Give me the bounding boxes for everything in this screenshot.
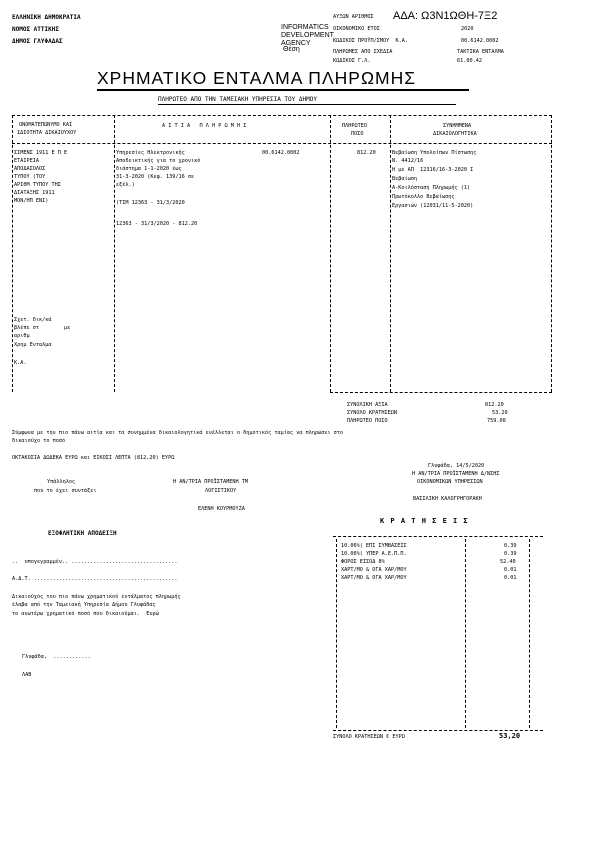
receipt-footer: ΛΑΒ [22, 672, 32, 678]
receipt-id-line: Α.Δ.Τ. .............................................. [12, 576, 178, 582]
totals-top-border [330, 392, 552, 393]
attachment-line: Εργασιών (12031/11-5-2020) [392, 203, 474, 209]
deductions-bottom-border [333, 730, 543, 731]
document-title: ΧΡΗΜΑΤΙΚΟ ΕΝΤΑΛΜΑ ΠΛΗΡΩΜΗΣ [97, 68, 417, 88]
deduction-row-label: ΧΑΡΤ/ΜΟ & ΟΓΑ ΧΑΡ/ΜΟΥ [341, 575, 407, 581]
deductions-total-label: ΣΥΝΟΛΟ ΚΡΑΤΗΣΕΩΝ € ΕΥΡΩ [333, 734, 405, 740]
ada-code: ΑΔΑ: Ω3Ν1ΩΘΗ-7Ξ2 [393, 10, 498, 22]
fiscal-year-label: ΟΙΚΟΝΟΜΙΚΟ ΕΤΟΣ [333, 26, 380, 32]
beneficiary-line: ΑΡΙΘΜ ΤΥΠΟΥ ΤΗΣ [14, 182, 61, 188]
deductions-total: 53.20 [492, 410, 508, 416]
issuer-prefecture: ΝΟΜΟΣ ΑΤΤΙΚΗΣ [12, 26, 59, 33]
receipt-text: το ανωτέρω χρηματικό ποσό που δικαιούμαι. Ευρώ [12, 611, 159, 617]
payment-source-label: ΠΛΗΡΩΜΕΣ ΑΠΟ ΣΧΕΔΙΑ [333, 49, 393, 55]
finance-head-title: Η ΑΝ/ΤΡΙΑ ΠΡΟΪΣΤΑΜΕΝΗ Δ/ΝΣΗΣ [412, 471, 500, 477]
beneficiary-line: ΣΙΜΕΝΣ 1911 Ε Π Ε [14, 150, 68, 156]
serial-number-label: ΑΥΞΩΝ ΑΡΙΘΜΟΣ [333, 14, 374, 20]
receipt-place: Γλυφάδα, ............ [22, 654, 91, 660]
reason-line: 12363 - 31/3/2020 - 812.20 [116, 221, 198, 227]
finance-head-title-2: ΟΙΚΟΝΟΜΙΚΩΝ ΥΠΗΡΕΣΙΩΝ [417, 479, 483, 485]
header-attachments-2: ΔΙΚΑΙΟΛΟΓΗΤΙΚΑ [433, 131, 477, 137]
table-header-border [12, 143, 552, 144]
attachment-line: Πρωτόκολλο Βεβαίωσης [392, 194, 455, 200]
watermark-agency: AGENCY [281, 40, 311, 47]
beneficiary-line: ΤΥΠΟΥ (ΤΟΥ [14, 174, 46, 180]
attachment-line: Α-Κοιλόσταση Πληρωμής (1) [392, 185, 471, 191]
deduction-row-label: 10.06%( ΕΠΙ ΣΥΜΒΑΣΕΙΣ [341, 543, 407, 549]
payment-statement: Σύμφωνα με την πιο πάνω αιτία και τα συνημμένα δικαιολογητικά ενέλλεται ο δημοτικός ταμίας να πληρώσει στο [12, 430, 344, 436]
side-note: Κ.Α. [14, 360, 27, 366]
header-amount: ΠΛΗΡΩΤΕΟ [342, 123, 367, 129]
table-col-border-4 [390, 115, 391, 392]
deductions-border-left [336, 539, 337, 728]
issuer-country: ΕΛΛΗΝΙΚΗ ΔΗΜΟΚΡΑΤΙΑ [12, 14, 81, 21]
reason-line: 31-3-2020 (Κεφ. 139/16 σε [116, 174, 195, 180]
reason-line: εξέλ.) [116, 182, 135, 188]
deduction-row-value: 0.39 [504, 543, 517, 549]
document-subtitle: ΠΛΗΡΩΤΕΟ ΑΠΟ ΤΗΝ ΤΑΜΕΙΑΚΗ ΥΠΗΡΕΣΙΑ ΤΟΥ ΔΗΜΟΥ [158, 96, 317, 103]
place-date: Γλυφάδα, 14/5/2020 [428, 463, 485, 469]
deduction-row-label: 10.06%( ΥΠΕΡ Α.Ε.Π.Π. [341, 551, 407, 557]
line-amount: 812.20 [357, 150, 376, 156]
receipt-text: έλαβα από την Ταμειακή Υπηρεσία Δήμου Γλυφάδας [12, 602, 156, 608]
side-note: αριθμ [14, 333, 30, 339]
table-col-border-2 [114, 115, 115, 392]
fiscal-year: 2020 [461, 26, 474, 32]
deduction-row-value: 0.01 [504, 575, 517, 581]
beneficiary-line: ΔΙΑΤΑΞΗΣ 1911 [14, 190, 55, 196]
table-col-border-1 [12, 115, 13, 392]
clerk-title-2: που το έχει συντάξει [34, 488, 97, 494]
header-amount-2: ΠΟΣΟ [351, 131, 364, 137]
reason-budget-code: 00.6142.0002 [262, 150, 300, 156]
deductions-title: Κ Ρ Α Τ Η Σ Ε Ι Σ [380, 517, 469, 525]
dept-head-title: Η ΑΝ/ΤΡΙΑ ΠΡΟΪΣΤΑΜΕΝΗ ΤΜ [173, 479, 248, 485]
budget-code-label: ΚΩΔΙΚΟΣ ΠΡΟΫΠ/ΣΜΟΥ Κ.Α. [333, 38, 408, 44]
attachment-line: Η με ΑΠ 12316/16-3-2020 Ι [392, 167, 474, 173]
beneficiary-line: ΜΟΝ/ΗΠ ΕΝΙ) [14, 198, 49, 204]
table-col-border-5 [551, 115, 552, 392]
reason-line: διάστημα 1-1-2020 έως [116, 166, 182, 172]
table-col-border-3 [330, 115, 331, 392]
budget-code: 00.6142.0002 [461, 38, 499, 44]
deductions-border-right [529, 539, 530, 728]
header-attachments: ΣΥΝΗΜΜΕΝΑ [443, 123, 472, 129]
deduction-row-value: 0.39 [504, 551, 517, 557]
side-note: Χρημ Ενταλμα [14, 342, 52, 348]
watermark-informatics: INFORMATICS [281, 24, 329, 31]
subtitle-underline [158, 104, 456, 105]
receipt-title: ΕΞΟΦΛΗΤΙΚΗ ΑΠΟΔΕΙΞΗ [48, 530, 117, 537]
side-note: βλέπε στ με [14, 325, 71, 331]
receipt-text: Δικαιούχος του πιο πάνω χρηματικού εντάλματος πληρωμής [12, 594, 181, 600]
stamp-text: Θέση [283, 46, 300, 53]
deductions-border-mid [465, 539, 466, 728]
amount-in-words: ΟΚΤΑΚΟΣΙΑ ΔΩΔΕΚΑ ΕΥΡΩ και ΕΙΚΟΣΙ ΛΕΠΤΑ (812,20) ΕΥΡΩ [12, 455, 175, 461]
deduction-row-label: ΦΟΡΟΣ ΕΙΣΟΔ 8% [341, 559, 385, 565]
deduction-row-label: ΧΑΡΤ/ΜΟ & ΟΓΑ ΧΑΡ/ΜΟΥ [341, 567, 407, 573]
beneficiary-line: ΕΤΑΙΡΕΙΑ [14, 158, 39, 164]
finance-head-name: ΒΑΣΙΛΙΚΗ ΚΑΛΟΓΡΗΓΟΡΑΚΗ [413, 496, 482, 502]
deduction-row-value: 0.01 [504, 567, 517, 573]
header-reason: Α Ι Τ Ι Α Π Λ Η Ρ Ω Μ Η Σ [162, 123, 247, 129]
gross-total-label: ΣΥΝΟΛΙΚΗ ΑΞΙΑ [347, 402, 388, 408]
beneficiary-line: ΑΠΟΔΑΣΟΛΟΣ [14, 166, 46, 172]
payment-statement-2: δικαιούχο το ποσό [12, 438, 66, 444]
gross-total: 812.20 [485, 402, 504, 408]
watermark-development: DEVELOPMENT [281, 32, 334, 39]
deductions-top-border [333, 536, 543, 537]
dept-head-title-2: ΛΟΓΙΣΤΙΚΟΥ [205, 488, 237, 494]
attachment-line: Βεβαίωση [392, 176, 417, 182]
reason-line: Αποδεικτικής για το χρονικό [116, 158, 201, 164]
table-top-border [12, 115, 552, 116]
deduction-row-value: 52.40 [500, 559, 516, 565]
payment-source-value: ΤΑΚΤΙΚΑ ΕΝΤΑΛΜΑ [457, 49, 504, 55]
issuer-municipality: ΔΗΜΟΣ ΓΛΥΦΑΔΑΣ [12, 38, 63, 45]
dept-head-name: ΕΛΕΝΗ ΚΟΥΡΜΟΥΖΑ [198, 506, 245, 512]
attachment-line: Ν. 4412/16 [392, 158, 424, 164]
clerk-title: Υπάλληλος [47, 479, 76, 485]
title-underline [97, 89, 469, 91]
header-beneficiary: ΟΝΟΜΑΤΕΠΩΝΥΜΟ ΚΑΙ [19, 122, 73, 128]
gl-code-value: 61.00.42 [457, 58, 482, 64]
payable-amount: 759.00 [487, 418, 506, 424]
side-note: Σχετ. δικ/κά [14, 317, 52, 323]
reason-line: Υπηρεσίες Ηλεκτρονικής [116, 150, 185, 156]
attachment-line: Βεβαίωση Υπολοίπων Πίστωσης [392, 150, 477, 156]
deductions-total-label: ΣΥΝΟΛΟ ΚΡΑΤΗΣΕΩΝ [347, 410, 397, 416]
receipt-signatory-line: .. υπογεγραμμέν.. .................................. [12, 559, 178, 565]
gl-code-label: ΚΩΔΙΚΟΣ Γ.Λ. [333, 58, 371, 64]
payable-amount-label: ΠΛΗΡΩΤΕΟ ΠΟΣΟ [347, 418, 388, 424]
header-beneficiary-role: ΙΔΙΟΤΗΤΑ ΔΙΚΑΙΟΥΧΟΥ [17, 130, 77, 136]
reason-line: (ΤΙΜ 12363 - 31/3/2020 [116, 200, 185, 206]
deductions-total-value: 53,20 [499, 732, 521, 740]
